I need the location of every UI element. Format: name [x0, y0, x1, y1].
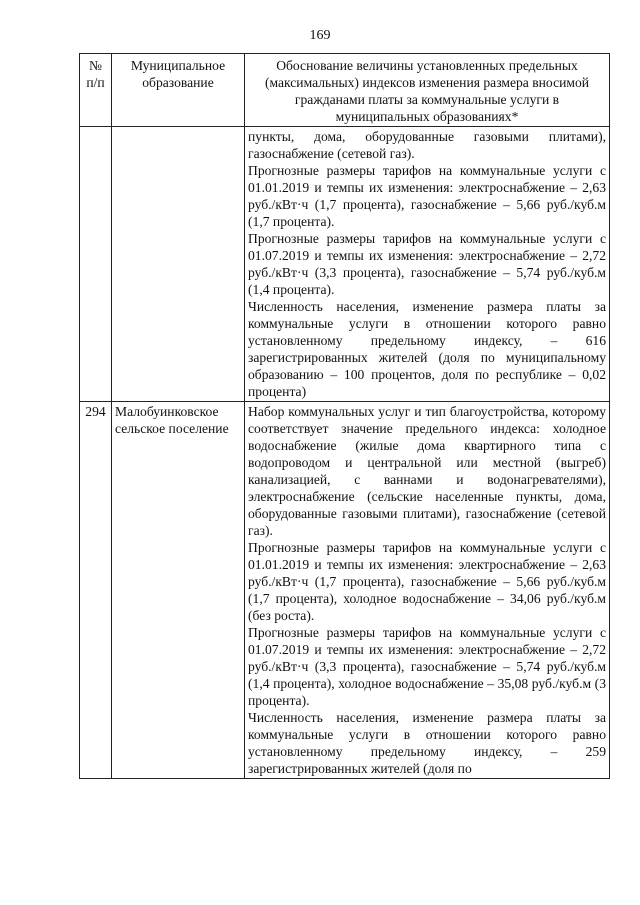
tariff-table [79, 53, 610, 779]
page-number: 169 [309, 28, 331, 43]
row-justification [245, 127, 610, 402]
paragraph: Численность населения, изменение размера платы за коммунальные услуги в отношении которого равно установленному предельному индексу, – 616 зарегистрированных жителей (доля по муниципальному образованию – 100 процентов, доля по республике – 0,02 процента) [248, 299, 606, 399]
row-municipality [112, 127, 245, 402]
paragraph: Численность населения, изменение размера платы за коммунальные услуги в отношении которого равно установленному предельному индексу, – 259 зарегистрированных жителей (доля по [248, 710, 606, 776]
table-row [80, 402, 610, 779]
paragraph: пункты, дома, оборудованные газовыми плитами), газоснабжение (сетевой газ). [248, 129, 606, 161]
table-row [80, 127, 610, 402]
paragraph: Прогнозные размеры тарифов на коммунальные услуги с 01.07.2019 и темпы их изменения: электроснабжение – 2,72 руб./кВт·ч (3,3 процента), газоснабжение – 5,74 руб./куб.м (1,4 процента), холодное водоснабжение – 35,08 руб./куб.м (3 процента). [248, 625, 606, 708]
row-municipality: Малобуинковское сельское поселение [112, 402, 245, 779]
paragraph: Прогнозные размеры тарифов на коммунальные услуги с 01.01.2019 и темпы их изменения: электроснабжение – 2,63 руб./кВт·ч (1,7 процента), газоснабжение – 5,66 руб./куб.м (1,7 процента). [248, 163, 606, 229]
table-header-row [80, 54, 610, 127]
header-justification: Обоснование величины установленных предельных (максимальных) индексов изменения размера вносимой гражданами платы за коммунальные услуги в муниципальных образованиях* [245, 54, 610, 127]
row-justification [245, 402, 610, 779]
row-number: 294 [80, 402, 112, 779]
header-municipality: Муниципальное образование [112, 54, 245, 127]
paragraph: Набор коммунальных услуг и тип благоустройства, которому соответствует значение предельного индекса: холодное водоснабжение (жилые дома квартирного типа с водопроводом и центральной или местной (выгреб) канализацией, с ваннами и водонагревателями), электроснабжение (сельские населенные пункты, дома, оборудованные газовыми плитами), газоснабжение (сетевой газ). [248, 404, 606, 538]
header-number: № п/п [80, 54, 112, 127]
paragraph: Прогнозные размеры тарифов на коммунальные услуги с 01.07.2019 и темпы их изменения: электроснабжение – 2,72 руб./кВт·ч (3,3 процента), газоснабжение – 5,74 руб./куб.м (1,4 процента). [248, 231, 606, 297]
paragraph: Прогнозные размеры тарифов на коммунальные услуги с 01.01.2019 и темпы их изменения: электроснабжение – 2,63 руб./кВт·ч (1,7 процента), газоснабжение – 5,66 руб./куб.м (1,7 процента), холодное водоснабжение – 34,06 руб./куб.м (без роста). [248, 540, 606, 623]
row-number [80, 127, 112, 402]
